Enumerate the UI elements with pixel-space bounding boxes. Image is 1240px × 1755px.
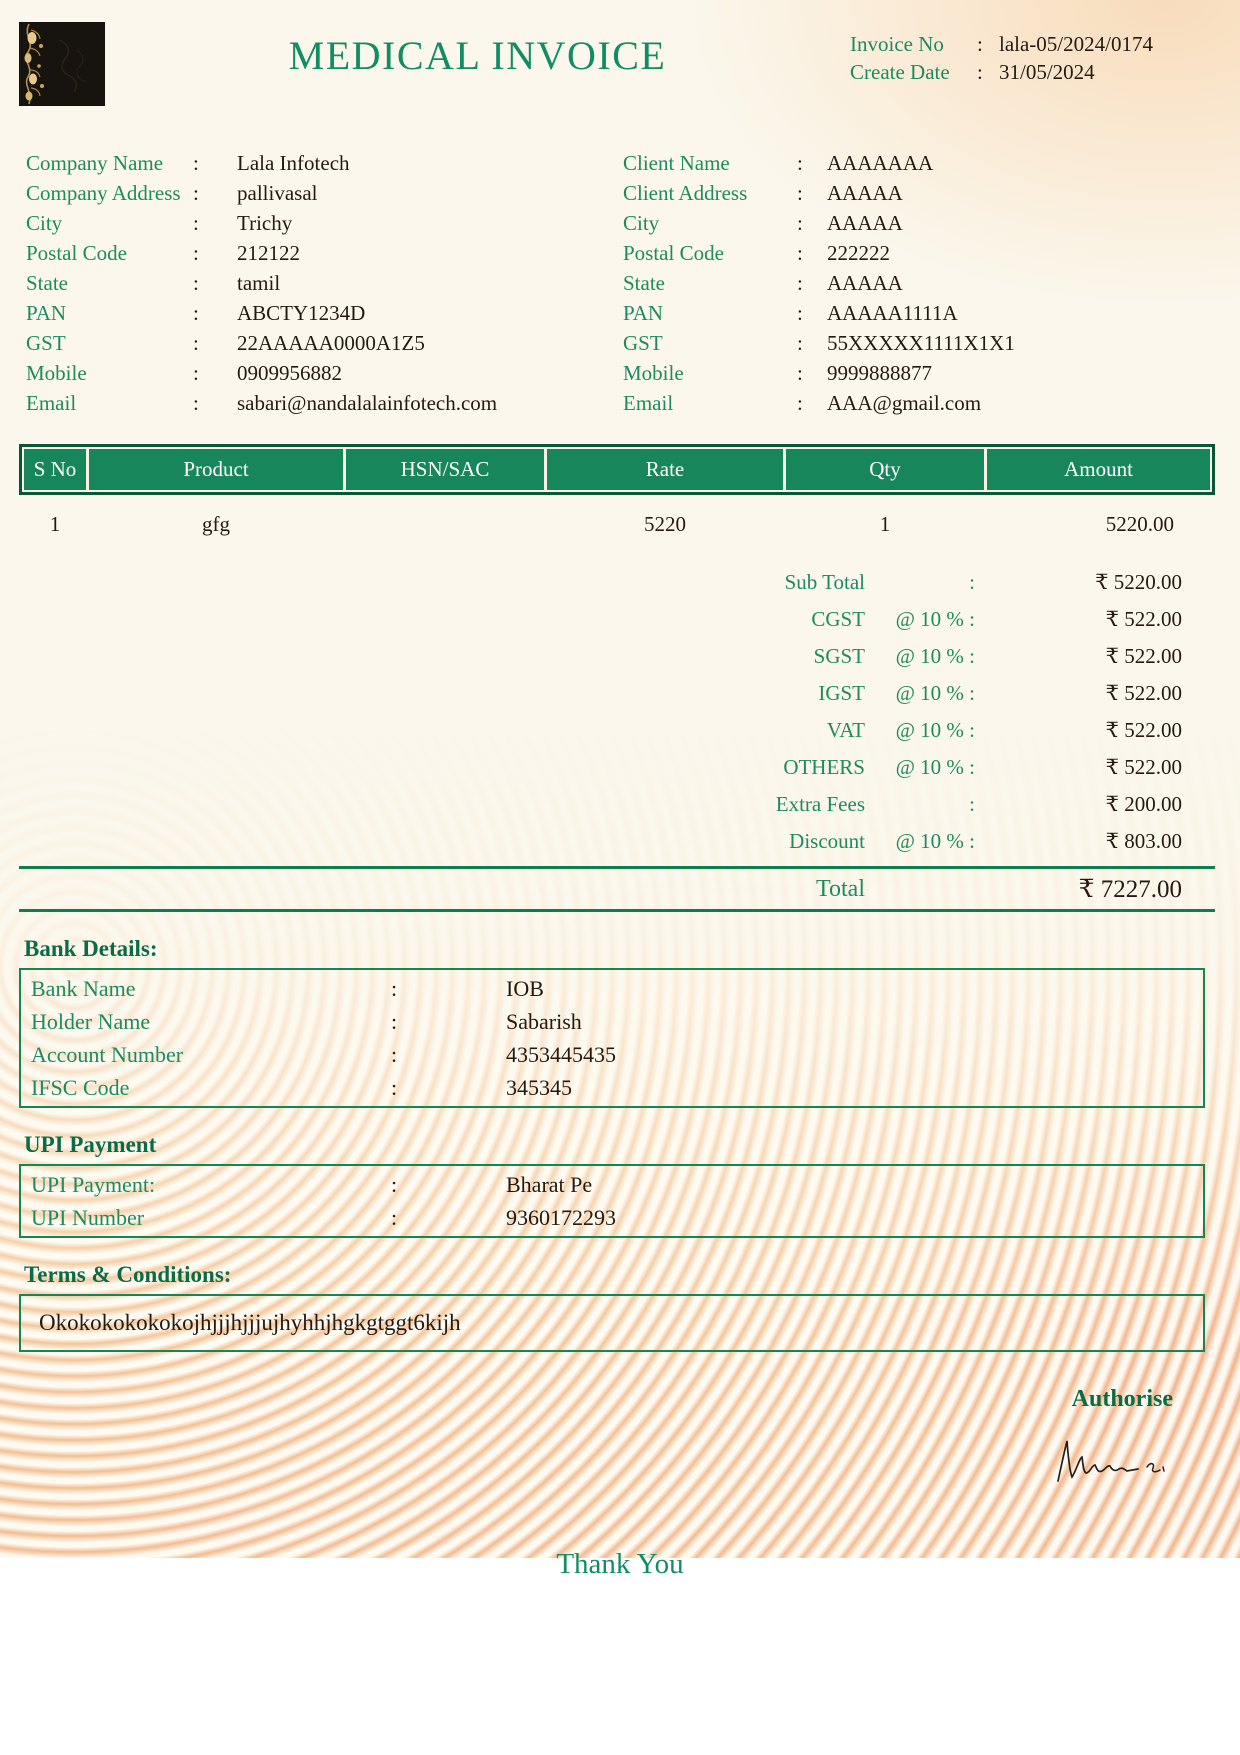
field-label: Client Name (623, 151, 730, 175)
bank-details-box (19, 968, 1205, 1108)
colon: : (797, 301, 803, 325)
totals-amount: ₹ 522.00 (1105, 681, 1182, 705)
field-label: PAN (26, 301, 67, 325)
colon: : (797, 271, 803, 295)
totals-row (19, 823, 1215, 860)
totals-rate: @ 10 % : (895, 607, 975, 631)
column-header: Qty (786, 449, 984, 490)
field-value: Bharat Pe (506, 1172, 593, 1197)
terms-text: Okokokokokokojhjjjhjjjujhyhhjhgkgtggt6kijh (39, 1310, 461, 1335)
totals-row (19, 638, 1215, 675)
totals-rate: @ 10 % : (895, 755, 975, 779)
upi-detail-row (21, 1201, 1203, 1234)
cell-product: gfg (202, 512, 230, 536)
parties-section (0, 148, 1240, 418)
field-value: 0909956882 (237, 361, 342, 385)
field-value: Trichy (237, 211, 293, 235)
client-detail-row (623, 388, 1240, 418)
totals-amount: ₹ 522.00 (1105, 644, 1182, 668)
field-label: GST (623, 331, 663, 355)
totals-label: OTHERS (783, 755, 865, 779)
client-detail-row (623, 178, 1240, 208)
floral-logo-image (19, 22, 105, 106)
field-label: Postal Code (26, 241, 127, 265)
field-value: AAAAA (827, 181, 903, 205)
totals-row (19, 786, 1215, 823)
table-row (19, 501, 1215, 548)
colon: : (391, 1205, 398, 1230)
field-label: Client Address (623, 181, 748, 205)
thank-you-text: Thank You (556, 1548, 684, 1580)
column-header: HSN/SAC (346, 449, 544, 490)
company-detail-row (26, 208, 556, 238)
field-label: Account Number (31, 1042, 184, 1067)
field-label: Mobile (623, 361, 684, 385)
colon: : (391, 976, 398, 1001)
company-detail-row (26, 148, 556, 178)
colon: : (193, 151, 199, 175)
authorise-label: Authorise (1071, 1386, 1173, 1412)
cell-qty: 1 (879, 512, 891, 536)
field-value: tamil (237, 271, 281, 295)
company-detail-row (26, 298, 556, 328)
invoice-no-row (850, 30, 1180, 58)
colon: : (797, 211, 803, 235)
bank-details-heading: Bank Details: (24, 936, 158, 961)
client-detail-row (623, 238, 1240, 268)
field-label: UPI Payment: (31, 1172, 156, 1197)
totals-amount: ₹ 5220.00 (1095, 570, 1182, 594)
field-label: Mobile (26, 361, 87, 385)
column-header: S No (24, 449, 86, 490)
column-header: Product (89, 449, 343, 490)
field-label: City (623, 211, 660, 235)
company-detail-row (26, 178, 556, 208)
colon: : (797, 391, 803, 415)
colon: : (977, 32, 983, 56)
field-label: State (26, 271, 68, 295)
company-details (26, 148, 556, 418)
client-detail-row (623, 208, 1240, 238)
field-label: GST (26, 331, 66, 355)
colon: : (797, 241, 803, 265)
totals-amount: ₹ 522.00 (1105, 755, 1182, 779)
upi-payment-box (19, 1164, 1205, 1238)
field-label: Company Address (26, 181, 181, 205)
field-label: IFSC Code (31, 1075, 130, 1100)
colon: : (391, 1075, 398, 1100)
client-detail-row (623, 268, 1240, 298)
field-value: ABCTY1234D (237, 301, 366, 325)
client-detail-row (623, 148, 1240, 178)
field-label: State (623, 271, 665, 295)
totals-label: VAT (826, 718, 865, 742)
field-value: AAAAAAA (827, 151, 934, 175)
colon: : (193, 331, 199, 355)
colon: : (391, 1042, 398, 1067)
totals-amount: ₹ 522.00 (1105, 718, 1182, 742)
totals-amount: ₹ 803.00 (1105, 829, 1182, 853)
field-label: PAN (623, 301, 664, 325)
colon: : (797, 331, 803, 355)
field-label: Email (623, 391, 674, 415)
items-table-header (19, 444, 1215, 495)
colon: : (193, 241, 199, 265)
column-header: Amount (987, 449, 1210, 490)
colon: : (193, 211, 199, 235)
totals-row (19, 712, 1215, 749)
bank-detail-row (21, 1038, 1203, 1071)
field-value: pallivasal (237, 181, 318, 205)
field-value: AAAAA (827, 211, 903, 235)
totals-amount: ₹ 200.00 (1105, 792, 1182, 816)
invoice-no-value: lala-05/2024/0174 (999, 32, 1153, 56)
colon: : (797, 151, 803, 175)
create-date-value: 31/05/2024 (999, 60, 1095, 84)
totals-label: SGST (813, 644, 865, 668)
create-date-row (850, 58, 1180, 86)
company-detail-row (26, 358, 556, 388)
header (0, 0, 1240, 106)
items-table (19, 444, 1215, 548)
totals-rate: : (969, 570, 975, 594)
field-label: Postal Code (623, 241, 724, 265)
signature-image (1052, 1433, 1182, 1491)
totals-rate: @ 10 % : (895, 644, 975, 668)
field-label: Company Name (26, 151, 164, 175)
totals-label: Extra Fees (775, 792, 865, 816)
totals-rate: @ 10 % : (895, 681, 975, 705)
colon: : (193, 361, 199, 385)
totals-row (19, 675, 1215, 712)
field-value: AAAAA1111A (827, 301, 958, 325)
colon: : (193, 391, 199, 415)
totals-rate: : (969, 792, 975, 816)
field-label: Bank Name (31, 976, 136, 1001)
page-title: MEDICAL INVOICE (288, 33, 667, 78)
field-value: sabari@nandalalainfotech.com (237, 391, 498, 415)
grand-total-label: Total (816, 875, 865, 902)
field-value: 4353445435 (506, 1042, 616, 1067)
field-value: 9360172293 (506, 1205, 616, 1230)
field-label: City (26, 211, 63, 235)
field-value: Lala Infotech (237, 151, 350, 175)
cell-hsn (346, 506, 544, 543)
signature (0, 1433, 1182, 1496)
totals-row (19, 749, 1215, 786)
cell-rate: 5220 (644, 512, 686, 536)
client-detail-row (623, 328, 1240, 358)
totals-rate: @ 10 % : (895, 718, 975, 742)
totals-section (19, 564, 1215, 860)
field-value: 22AAAAA0000A1Z5 (237, 331, 425, 355)
totals-label: CGST (811, 607, 865, 631)
totals-label: Discount (789, 829, 865, 853)
client-details (623, 148, 1240, 418)
colon: : (797, 181, 803, 205)
create-date-label: Create Date (850, 60, 950, 84)
field-label: Holder Name (31, 1009, 151, 1034)
field-value: AAA@gmail.com (827, 391, 982, 415)
field-value: Sabarish (506, 1009, 582, 1034)
company-detail-row (26, 388, 556, 418)
colon: : (391, 1172, 398, 1197)
colon: : (193, 271, 199, 295)
colon: : (193, 301, 199, 325)
invoice-no-label: Invoice No (850, 32, 944, 56)
items-table-body (19, 501, 1215, 548)
grand-total-row (19, 866, 1215, 912)
totals-rate: @ 10 % : (895, 829, 975, 853)
colon: : (797, 361, 803, 385)
bank-detail-row (21, 1071, 1203, 1104)
totals-label: IGST (818, 681, 865, 705)
field-value: 212122 (237, 241, 300, 265)
totals-row (19, 601, 1215, 638)
terms-heading: Terms & Conditions: (24, 1262, 232, 1287)
field-label: UPI Number (31, 1205, 145, 1230)
field-value: 345345 (506, 1075, 572, 1100)
field-value: 222222 (827, 241, 890, 265)
terms-box (19, 1294, 1205, 1352)
column-header: Rate (547, 449, 783, 490)
invoice-meta (850, 30, 1180, 86)
company-detail-row (26, 268, 556, 298)
company-logo (19, 22, 105, 106)
company-detail-row (26, 328, 556, 358)
colon: : (977, 60, 983, 84)
grand-total-amount: ₹ 7227.00 (1078, 876, 1182, 903)
client-detail-row (623, 298, 1240, 328)
field-value: IOB (506, 976, 544, 1001)
totals-row (19, 564, 1215, 601)
company-detail-row (26, 238, 556, 268)
upi-detail-row (21, 1168, 1203, 1201)
client-detail-row (623, 358, 1240, 388)
colon: : (193, 181, 199, 205)
bank-detail-row (21, 1005, 1203, 1038)
field-value: AAAAA (827, 271, 903, 295)
field-label: Email (26, 391, 77, 415)
field-value: 9999888877 (827, 361, 932, 385)
cell-sno: 1 (49, 512, 61, 536)
bank-detail-row (21, 972, 1203, 1005)
totals-label: Sub Total (784, 570, 865, 594)
totals-amount: ₹ 522.00 (1105, 607, 1182, 631)
colon: : (391, 1009, 398, 1034)
upi-payment-heading: UPI Payment (24, 1132, 157, 1157)
field-value: 55XXXXX1111X1X1 (827, 331, 1015, 355)
cell-amount: 5220.00 (1105, 512, 1174, 536)
